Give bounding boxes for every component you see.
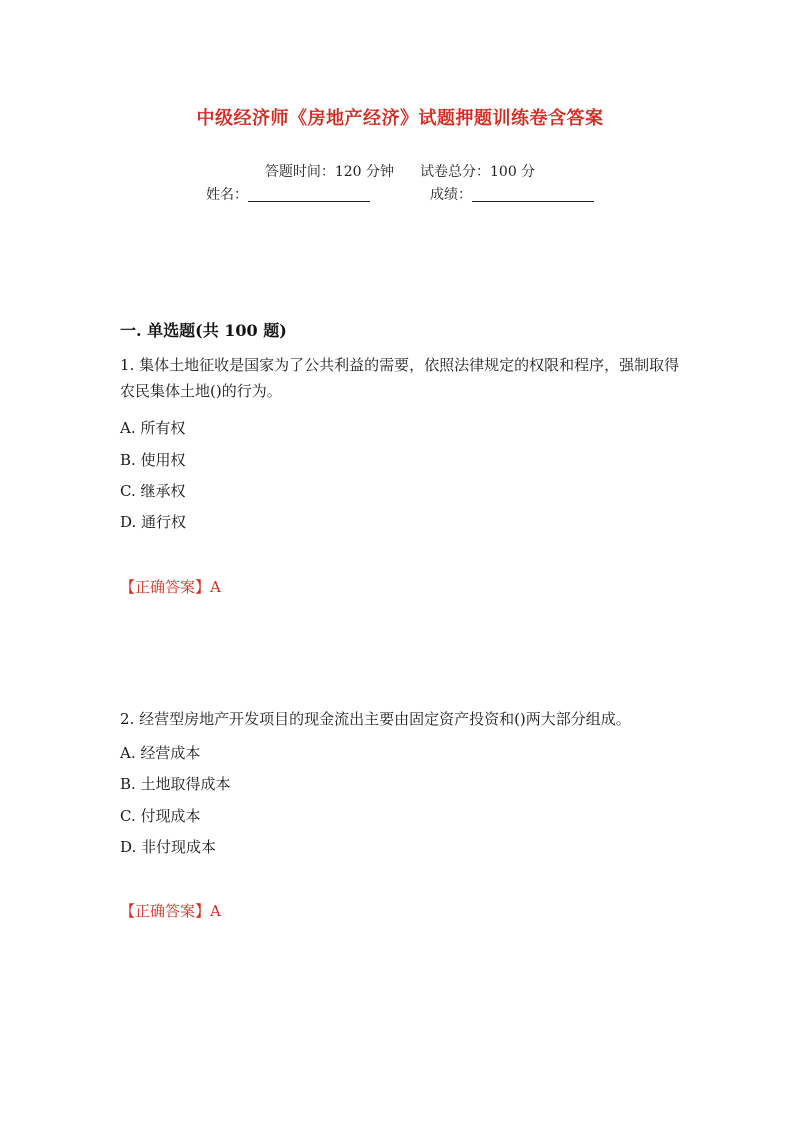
name-label: 姓名： [206, 187, 248, 203]
question-option: B. 使用权 [120, 451, 186, 469]
correct-answer: 【正确答案】A [120, 578, 221, 596]
question-option: C. 付现成本 [120, 807, 201, 825]
document-title: 中级经济师《房地产经济》试题押题训练卷含答案 [196, 108, 604, 129]
name-blank [248, 187, 370, 202]
exam-meta-line [0, 161, 800, 181]
grade-label: 成绩： [430, 187, 472, 203]
time-label: 答题时间：120 分钟 [264, 164, 394, 180]
question-option: A. 经营成本 [120, 744, 201, 762]
question-option: D. 非付现成本 [120, 838, 217, 856]
question-option: B. 土地取得成本 [120, 775, 231, 793]
section-heading: 一. 单选题(共 100 题) [120, 321, 287, 340]
grade-blank [472, 187, 594, 202]
question-stem: 2. 经营型房地产开发项目的现金流出主要由固定资产投资和()两大部分组成。 [120, 710, 631, 728]
score-label: 试卷总分：100 分 [420, 164, 536, 180]
student-info-line [0, 184, 800, 204]
question-stem: 1. 集体土地征收是国家为了公共利益的需要，依照法律规定的权限和程序，强制取得农民集体土地()的行为。 [120, 356, 680, 400]
question-option: A. 所有权 [120, 419, 186, 437]
question-option: D. 通行权 [120, 513, 187, 531]
correct-answer: 【正确答案】A [120, 902, 221, 920]
question-option: C. 继承权 [120, 482, 186, 500]
